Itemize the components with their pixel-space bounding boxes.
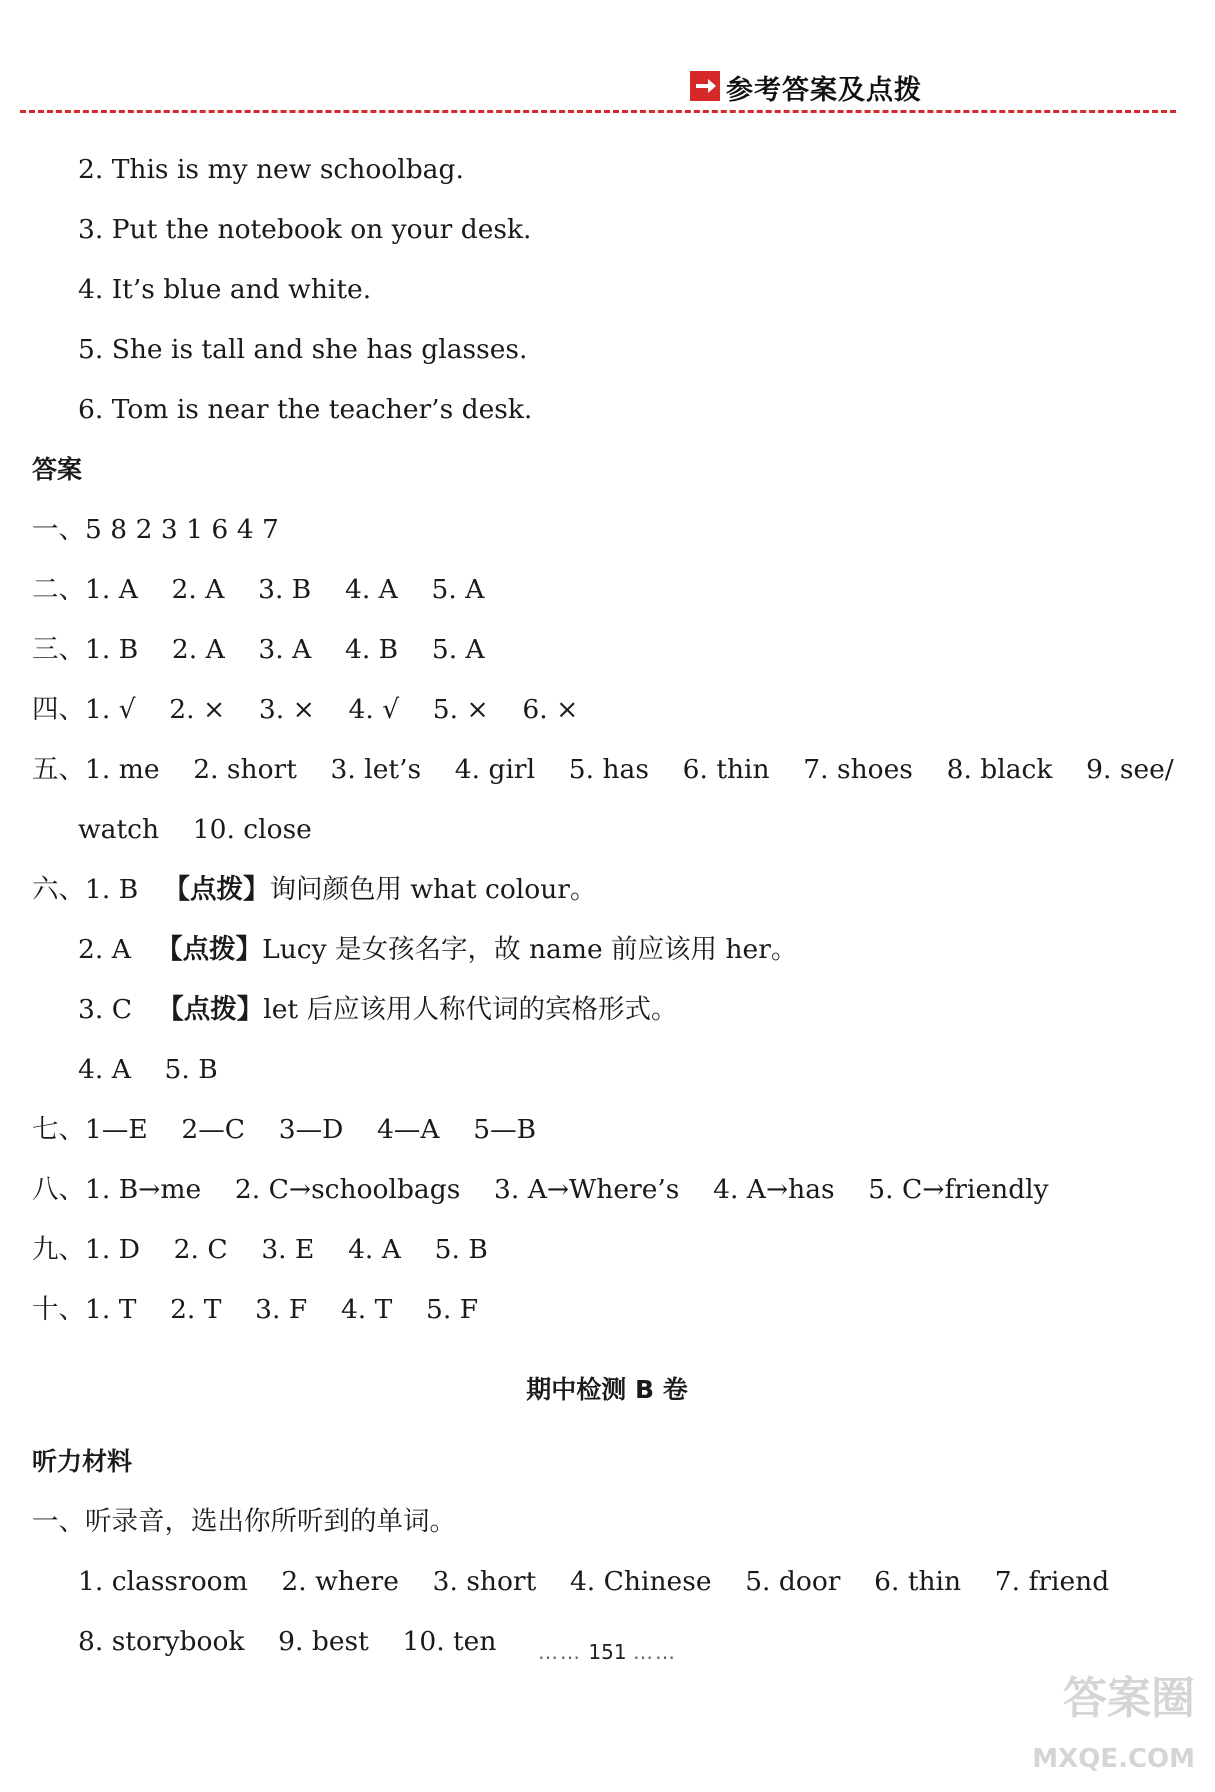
answer-section-3: 三、1. B 2. A 3. A 4. B 5. A: [32, 634, 485, 665]
answer-prefix: 六、1. B: [32, 874, 164, 905]
answer-section-4: 四、1. √ 2. × 3. × 4. √ 5. × 6. ×: [32, 694, 579, 725]
answer-section-6-item-3: [32, 980, 1182, 1040]
answer-section-5-line1: 五、1. me 2. short 3. let’s 4. girl 5. has 6. thin 7. shoes 8. black 9. see/: [32, 754, 1174, 785]
watermark-logo: [1005, 1662, 1195, 1782]
listening-question-1-line1: 1. classroom 2. where 3. short 4. Chinese 5. door 6. thin 7. friend: [78, 1566, 1110, 1597]
listening-line-4: 4. It’s blue and white.: [78, 274, 372, 305]
page-content: [32, 140, 1182, 1672]
answer-section-7: 七、1—E 2—C 3—D 4—A 5—B: [32, 1114, 537, 1145]
tip-text: Lucy 是女孩名字，故 name 前应该用 her。: [262, 934, 798, 965]
answers-heading: 答案: [32, 455, 83, 484]
answer-section-1: 一、5 8 2 3 1 6 4 7: [32, 514, 279, 545]
answer-section-2: 二、1. A 2. A 3. B 4. A 5. A: [32, 574, 485, 605]
page-header: [0, 60, 1215, 116]
watermark-text: 答案圈: [1063, 1673, 1195, 1724]
header-label: 参考答案及点拨: [726, 75, 922, 106]
answer-prefix: 2. A: [78, 934, 157, 965]
answer-section-5-line2: watch 10. close: [78, 814, 312, 845]
listening-question-1-line2: 8. storybook 9. best 10. ten: [78, 1626, 497, 1657]
listening-line-6: 6. Tom is near the teacher’s desk.: [78, 394, 533, 425]
tip-text: 询问颜色用 what colour。: [269, 874, 597, 905]
answer-section-8: 八、1. B→me 2. C→schoolbags 3. A→Where’s 4. A→has 5. C→friendly: [32, 1174, 1049, 1205]
tip-label: 【点拨】: [156, 934, 263, 965]
spacer: [32, 1420, 1182, 1432]
listening-question-1-title: 一、听录音，选出你所听到的单词。: [32, 1506, 456, 1537]
red-arrow-icon: [690, 71, 720, 101]
answer-section-6-item-2: [32, 920, 1182, 980]
section-title: 期中检测 B 卷: [526, 1375, 688, 1404]
answer-section-10: 十、1. T 2. T 3. F 4. T 5. F: [32, 1294, 479, 1325]
listening-line-2: 2. This is my new schoolbag.: [78, 154, 464, 185]
answer-section-6-item-4: 4. A 5. B: [78, 1054, 218, 1085]
listening-heading: 听力材料: [32, 1447, 133, 1476]
tip-label: 【点拨】: [163, 874, 270, 905]
listening-line-3: 3. Put the notebook on your desk.: [78, 214, 532, 245]
footer-dots-right: ……: [632, 1640, 677, 1664]
answer-section-9: 九、1. D 2. C 3. E 4. A 5. B: [32, 1234, 488, 1265]
watermark-url: MXQE.COM: [1032, 1744, 1195, 1774]
footer-dots-left: ……: [538, 1640, 583, 1664]
tip-text: let 后应该用人称代词的宾格形式。: [263, 994, 678, 1025]
header-divider: [20, 110, 1176, 113]
page-number: 151: [588, 1640, 627, 1664]
listening-line-5: 5. She is tall and she has glasses.: [78, 334, 528, 365]
tip-label: 【点拨】: [157, 994, 264, 1025]
answer-section-6-item-1: [32, 860, 1182, 920]
answer-prefix: 3. C: [78, 994, 158, 1025]
spacer: [32, 1340, 1182, 1360]
